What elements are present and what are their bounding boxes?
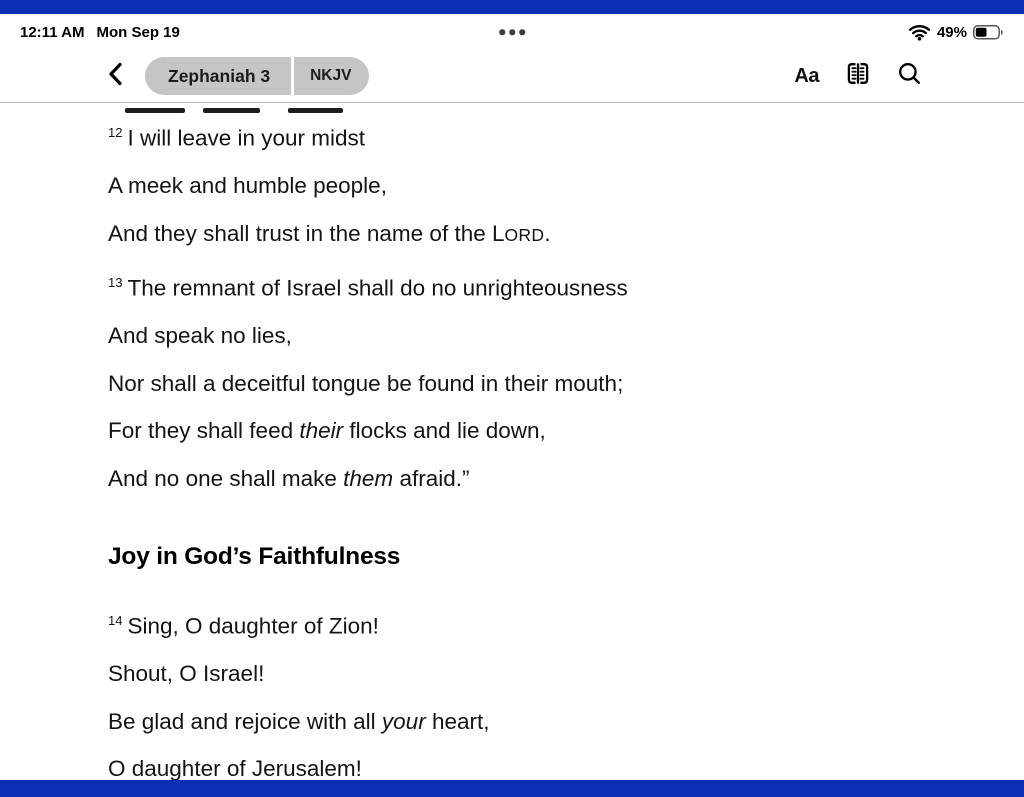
verse-line[interactable]: O daughter of Jerusalem!	[108, 756, 362, 780]
reference-version-picker	[145, 57, 369, 95]
verse-line[interactable]: A meek and humble people,	[108, 173, 387, 198]
status-bar	[0, 14, 1024, 50]
chevron-left-icon	[108, 62, 123, 91]
search-button[interactable]	[897, 61, 922, 91]
status-time-date	[20, 24, 180, 41]
verse-line[interactable]: $^{14}$ Sing, O daughter of Zion!	[108, 613, 379, 639]
status-time: 12:11 AM	[20, 23, 85, 41]
verse-number: 12	[108, 125, 123, 140]
nav-actions	[794, 60, 922, 92]
verse-line[interactable]: Be glad and rejoice with all your heart,	[108, 708, 490, 734]
version-button[interactable]	[294, 57, 369, 95]
scripture-content	[0, 103, 1024, 780]
battery-percent-label: 49%	[936, 23, 967, 41]
reader-nav-bar	[0, 50, 1024, 103]
section-heading: Joy in God’s Faithfulness	[108, 543, 401, 570]
verse-line[interactable]: Shout, O Israel!	[108, 661, 265, 686]
verse-line[interactable]: $^{12}$ I will leave in your midst	[108, 125, 366, 151]
search-icon	[897, 61, 922, 91]
version-label: NKJV	[310, 67, 352, 84]
verse-line[interactable]: Nor shall a deceitful tongue be found in their mouth;	[108, 370, 624, 396]
verse-line[interactable]: For they shall feed their flocks and lie down,	[108, 418, 546, 443]
back-button[interactable]	[108, 62, 123, 91]
book-chapter-button[interactable]	[145, 57, 291, 95]
top-accent-bar	[0, 0, 1024, 14]
verse-number: 13	[108, 275, 123, 290]
battery-icon	[973, 25, 1004, 40]
status-date: Mon Sep 19	[96, 23, 180, 41]
font-settings-button[interactable]: Aa	[794, 64, 819, 87]
verse-line[interactable]: $^{13}$ The remnant of Israel shall do no unrighteousness	[108, 275, 628, 301]
parallel-passages-button[interactable]	[844, 60, 872, 92]
bottom-accent-bar	[0, 780, 1024, 797]
verse-number: 14	[108, 613, 123, 628]
verse-line[interactable]: And no one shall make them afraid.”	[108, 465, 470, 491]
book-chapter-label: Zephaniah 3	[168, 65, 271, 86]
multitasking-dots-icon[interactable]	[499, 29, 525, 35]
verse-block-14	[108, 597, 1024, 780]
verse-line[interactable]: And speak no lies,	[108, 323, 292, 348]
verse-block-12-13	[108, 109, 1024, 502]
parallel-book-icon	[844, 60, 872, 92]
wifi-icon	[908, 24, 931, 41]
status-indicators	[908, 24, 1004, 41]
verse-line[interactable]: And they shall trust in the name of the LORD.	[108, 220, 551, 246]
